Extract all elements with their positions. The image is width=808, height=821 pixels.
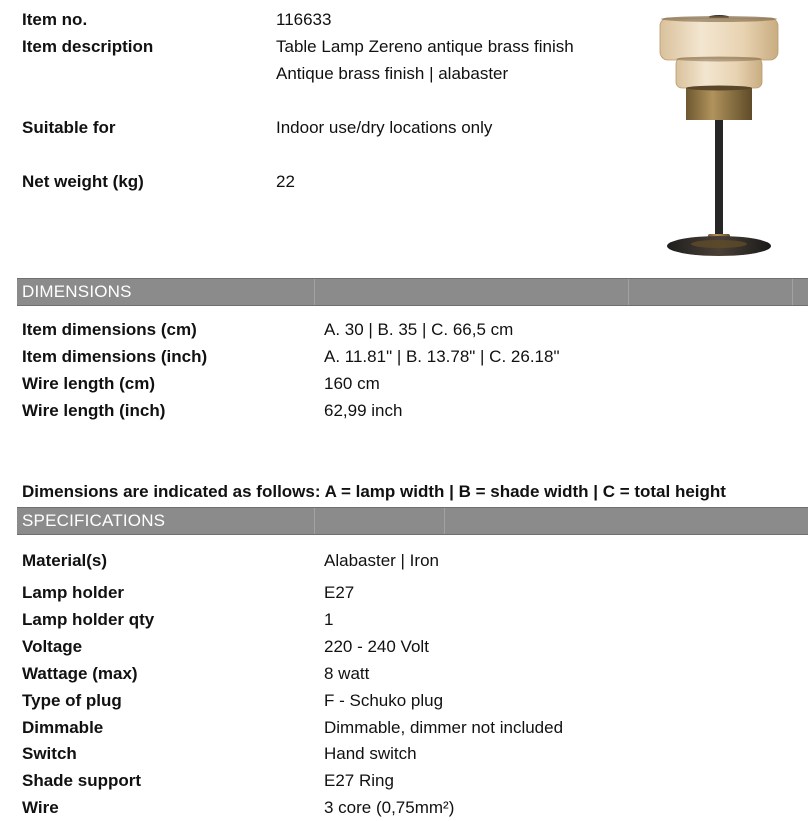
- dimensions-title: DIMENSIONS: [22, 282, 132, 301]
- dimension-value: 160 cm: [324, 374, 380, 393]
- item-description-line1: Table Lamp Zereno antique brass finish: [276, 37, 574, 56]
- band-divider: [792, 279, 793, 305]
- spec-label: Voltage: [22, 637, 83, 656]
- dimension-value: A. 11.81" | B. 13.78" | C. 26.18": [324, 347, 560, 366]
- spec-value: E27 Ring: [324, 771, 394, 790]
- brass-cup: [686, 88, 752, 120]
- spec-label: Switch: [22, 744, 77, 763]
- spec-label: Shade support: [22, 771, 142, 790]
- net-weight-value: 22: [276, 172, 295, 191]
- dimension-value: A. 30 | B. 35 | C. 66,5 cm: [324, 320, 514, 339]
- suitable-for-value: Indoor use/dry locations only: [276, 118, 493, 137]
- dimension-value: 62,99 inch: [324, 401, 403, 420]
- spec-value: F - Schuko plug: [324, 691, 444, 710]
- lower-shade-tier: [676, 58, 762, 88]
- dimension-label: Wire length (inch): [22, 401, 166, 420]
- item-description-label: Item description: [22, 37, 154, 56]
- item-description-line2: Antique brass finish | alabaster: [276, 64, 509, 83]
- spec-value: Hand switch: [324, 744, 417, 763]
- dimensions-section-header: [17, 278, 808, 306]
- spec-label: Wire: [22, 798, 59, 817]
- spec-label: Lamp holder qty: [22, 610, 155, 629]
- spec-value: 3 core (0,75mm²): [324, 798, 455, 817]
- net-weight-label: Net weight (kg): [22, 172, 144, 191]
- spec-value: Dimmable, dimmer not included: [324, 718, 564, 737]
- band-divider: [314, 279, 315, 305]
- spec-value: Alabaster | Iron: [324, 551, 439, 570]
- dimension-label: Item dimensions (cm): [22, 320, 197, 339]
- spec-label: Material(s): [22, 551, 108, 570]
- spec-value: 1: [324, 610, 334, 629]
- item-no-label: Item no.: [22, 10, 88, 29]
- spec-value: 8 watt: [324, 664, 370, 683]
- spec-label: Lamp holder: [22, 583, 125, 602]
- band-divider: [444, 508, 445, 534]
- item-no-value: 116633: [276, 10, 332, 29]
- table-lamp-image: [650, 8, 790, 260]
- band-divider: [628, 279, 629, 305]
- specifications-title: SPECIFICATIONS: [22, 511, 166, 530]
- spec-value: E27: [324, 583, 355, 602]
- spec-value: 220 - 240 Volt: [324, 637, 429, 656]
- band-divider: [314, 508, 315, 534]
- lamp-stem: [715, 120, 723, 238]
- specifications-section-header: [17, 507, 808, 535]
- dimensions-note: Dimensions are indicated as follows: A = lamp width | B = shade width | C = total height: [22, 482, 726, 501]
- spec-label: Wattage (max): [22, 664, 138, 683]
- dimension-label: Wire length (cm): [22, 374, 156, 393]
- dimension-label: Item dimensions (inch): [22, 347, 208, 366]
- spec-label: Type of plug: [22, 691, 122, 710]
- suitable-for-label: Suitable for: [22, 118, 116, 137]
- upper-shade-tier: [660, 18, 778, 60]
- spec-label: Dimmable: [22, 718, 104, 737]
